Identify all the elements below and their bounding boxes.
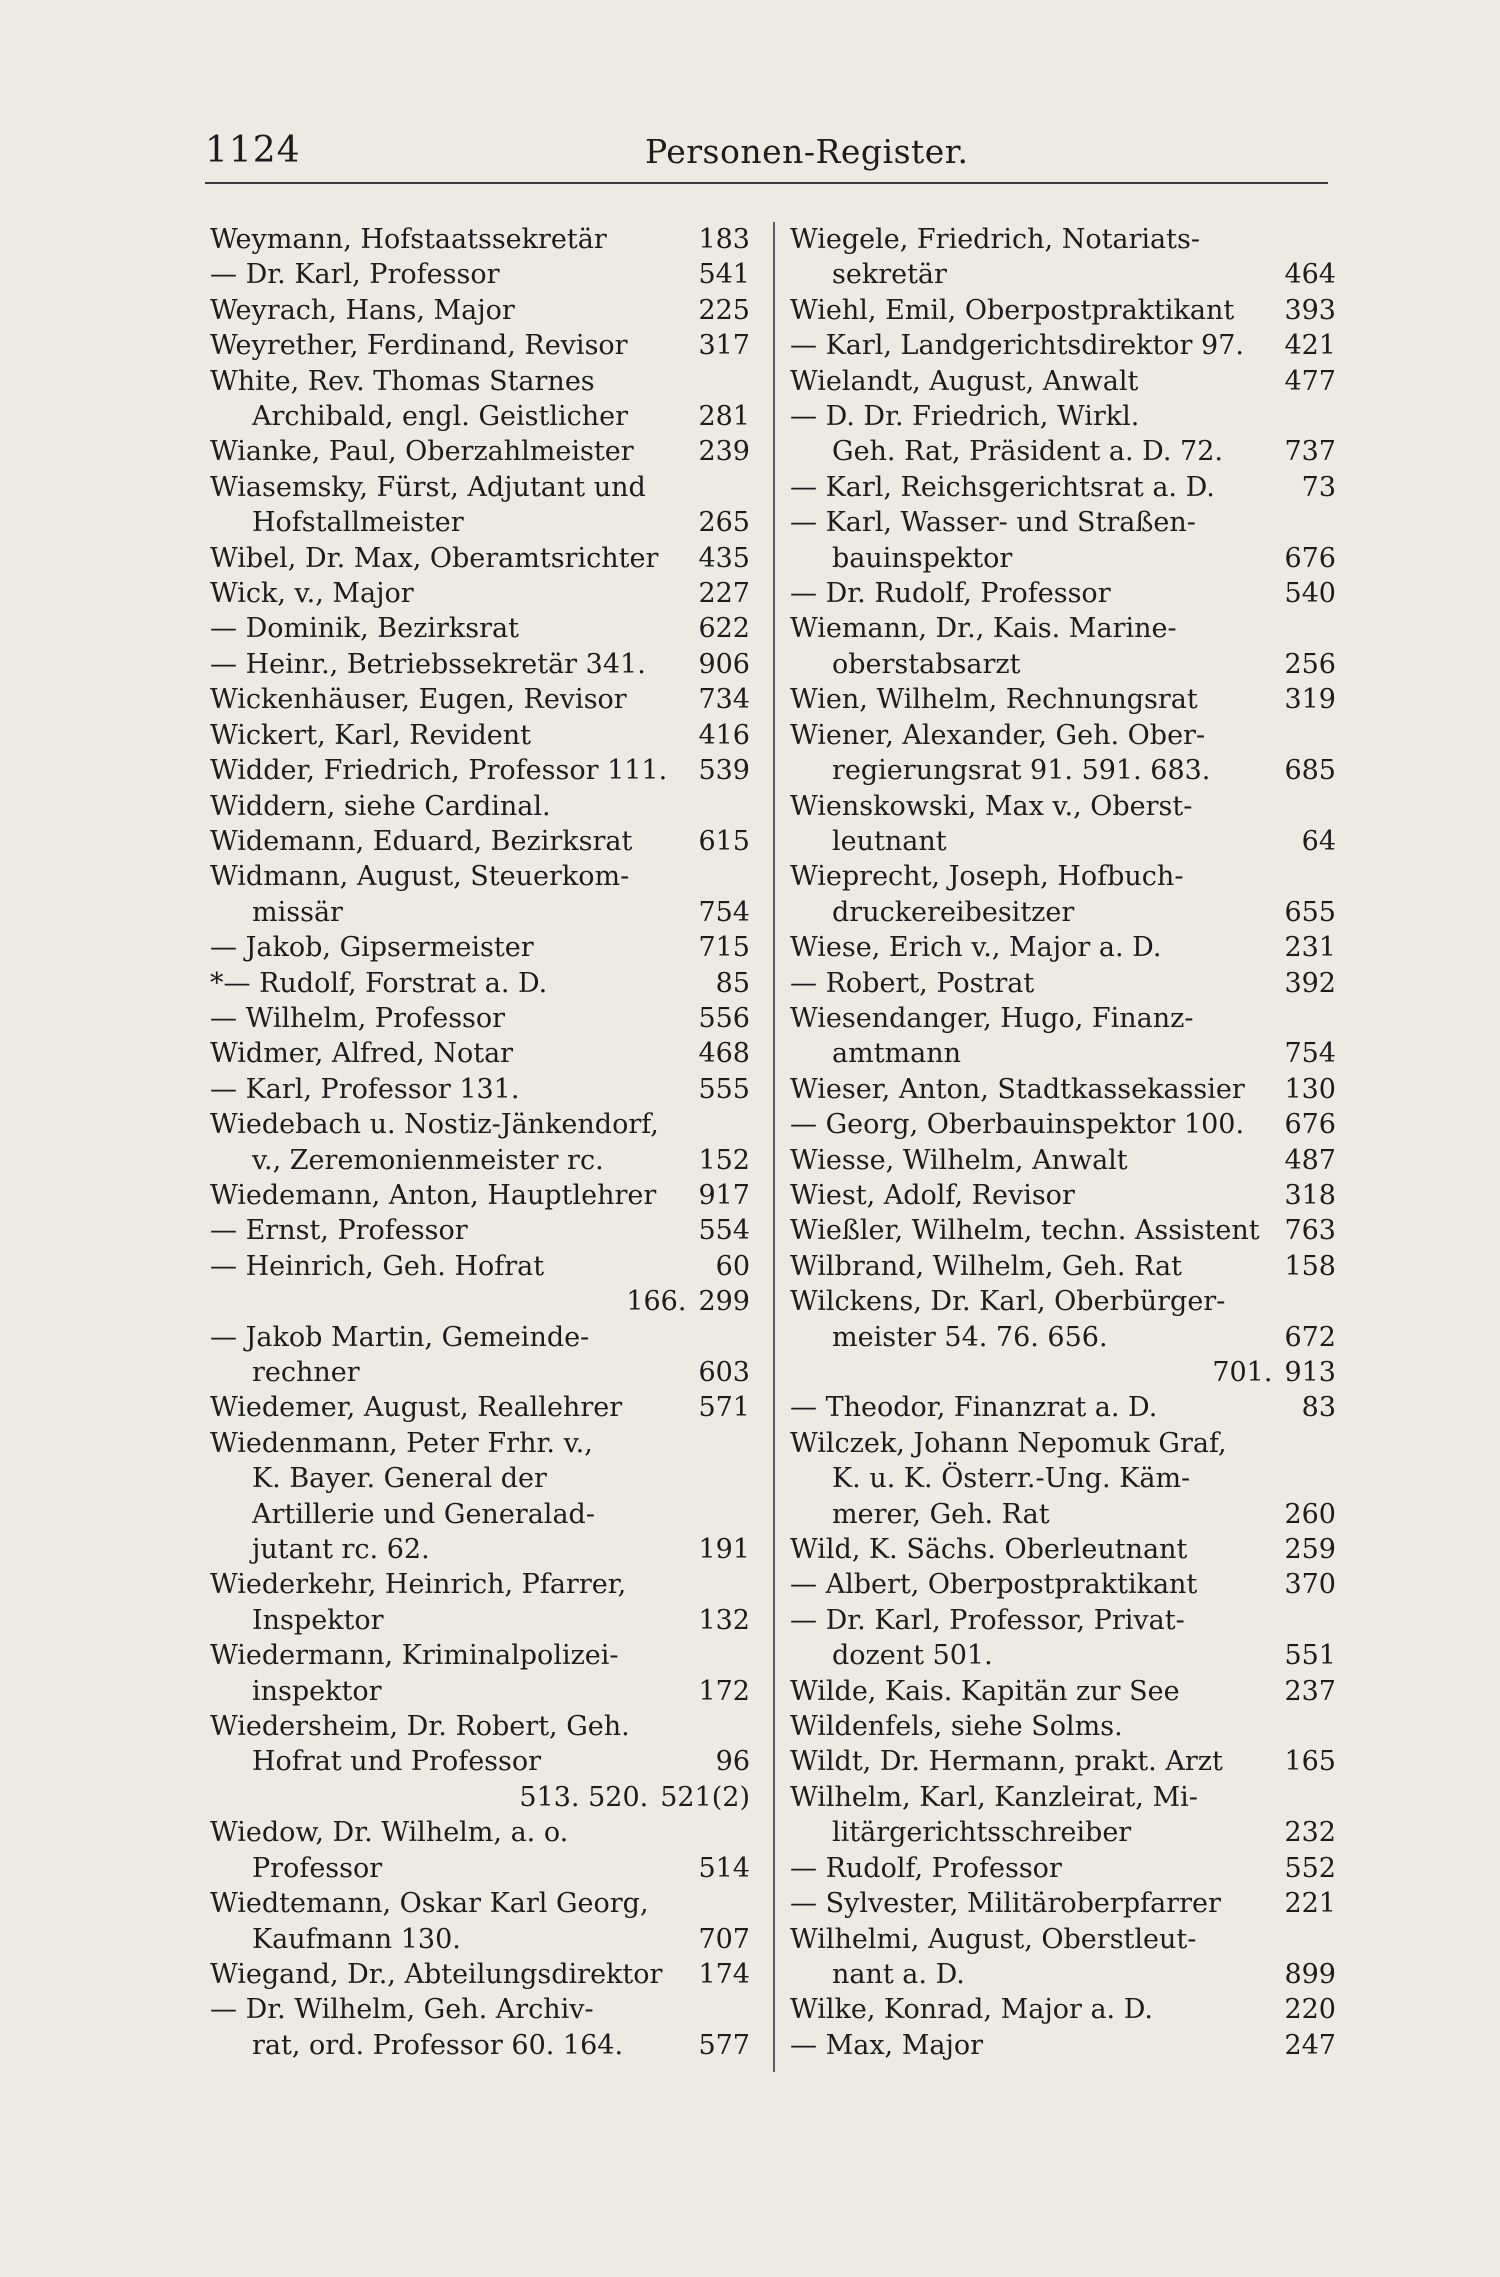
entry-text: Wild, K. Sächs. Oberleutnant: [790, 1534, 1188, 1566]
register-entry: [210, 2028, 750, 2063]
register-entry: [790, 1001, 1336, 1036]
register-entry: [210, 328, 750, 363]
entry-page-number: 622: [698, 613, 750, 645]
register-entry: [210, 541, 750, 576]
register-entry: [790, 1461, 1336, 1496]
entry-page-number: 319: [1284, 684, 1336, 716]
entry-text: Wilckens, Dr. Karl, Oberbürger-: [790, 1286, 1226, 1318]
entry-text: — D. Dr. Friedrich, Wirkl.: [790, 401, 1140, 433]
register-entry: [210, 1638, 750, 1673]
entry-page-number: 715: [698, 932, 750, 964]
entry-text: Wiedersheim, Dr. Robert, Geh.: [210, 1711, 630, 1743]
register-entry: [790, 1603, 1336, 1638]
entry-text: Hofstallmeister: [252, 507, 464, 539]
register-entry: [210, 1284, 750, 1319]
entry-text: v., Zeremonienmeister rc.: [252, 1144, 604, 1176]
entry-page-number: 540: [1284, 578, 1336, 610]
register-entry: [210, 1390, 750, 1425]
column-divider: [773, 222, 775, 2072]
entry-text: rat, ord. Professor 60. 164.: [252, 2029, 624, 2061]
entry-text: 513. 520.: [519, 1781, 649, 1813]
entry-page-number: 676: [1284, 1109, 1336, 1141]
register-entry: [210, 1036, 750, 1071]
entry-page-number: 468: [698, 1038, 750, 1070]
register-entry: [790, 434, 1336, 469]
entry-text: Wildt, Dr. Hermann, prakt. Arzt: [790, 1746, 1223, 1778]
entry-text: — Karl, Reichsgerichtsrat a. D.: [790, 471, 1215, 503]
entry-text: Professor: [252, 1852, 383, 1884]
entry-text: Wiest, Adolf, Revisor: [790, 1179, 1075, 1211]
register-entry: [790, 1107, 1336, 1142]
entry-page-number: 85: [715, 967, 750, 999]
register-entry: [790, 789, 1336, 824]
entry-page-number: 737: [1284, 436, 1336, 468]
entry-text: sekretär: [832, 259, 947, 291]
entry-text: Wilczek, Johann Nepomuk Graf,: [790, 1427, 1227, 1459]
entry-text: Wielandt, August, Anwalt: [790, 365, 1139, 397]
entry-page-number: 73: [1301, 471, 1336, 503]
entry-page-number: 615: [698, 825, 750, 857]
entry-text: K. Bayer. General der: [252, 1463, 547, 1495]
register-entry: [210, 1532, 750, 1567]
register-entry: [210, 718, 750, 753]
register-entry: [790, 257, 1336, 292]
register-entry: [210, 1107, 750, 1142]
register-entry: [790, 1744, 1336, 1779]
register-entry: [210, 1461, 750, 1496]
entry-text: — Dr. Wilhelm, Geh. Archiv-: [210, 1994, 594, 2026]
entry-page-number: 906: [698, 648, 750, 680]
register-entry: [210, 470, 750, 505]
entry-page-number: 174: [698, 1958, 750, 1990]
entry-page-number: 487: [1284, 1144, 1336, 1176]
entry-text: Widmann, August, Steuerkom-: [210, 861, 630, 893]
entry-page-number: 552: [1284, 1852, 1336, 1884]
register-entry: [790, 364, 1336, 399]
entry-text: Wiegele, Friedrich, Notariats-: [790, 224, 1200, 255]
register-entry: [790, 1036, 1336, 1071]
register-entry: [790, 1709, 1336, 1744]
entry-text: Wienskowski, Max v., Oberst-: [790, 790, 1193, 822]
register-entry: [210, 399, 750, 434]
entry-text: — Karl, Wasser- und Straßen-: [790, 507, 1196, 539]
entry-text: *— Rudolf, Forstrat a. D.: [210, 967, 548, 999]
register-entry: [790, 1390, 1336, 1425]
register-entry: [210, 1780, 750, 1815]
entry-page-number: 318: [1284, 1179, 1336, 1211]
entry-text: inspektor: [252, 1675, 382, 1707]
register-entry: [790, 399, 1336, 434]
entry-text: Weymann, Hofstaatssekretär: [210, 224, 607, 255]
entry-text: Widemann, Eduard, Bezirksrat: [210, 825, 633, 857]
register-entry: [210, 1957, 750, 1992]
entry-page-number: 551: [1284, 1640, 1336, 1672]
entry-text: Widder, Friedrich, Professor 111.: [210, 755, 668, 787]
entry-page-number: 913: [1284, 1357, 1336, 1388]
entry-text: amtmann: [832, 1038, 962, 1070]
entry-text: — Ernst, Professor: [210, 1215, 468, 1247]
register-entry: [210, 364, 750, 399]
entry-text: Wieprecht, Joseph, Hofbuch-: [790, 861, 1184, 893]
entry-page-number: 556: [698, 1002, 750, 1034]
entry-page-number: 259: [1284, 1534, 1336, 1566]
entry-page-number: 393: [1284, 294, 1336, 326]
register-entry: [790, 505, 1336, 540]
register-entry: [210, 1922, 750, 1957]
entry-page-number: 754: [1284, 1038, 1336, 1070]
left-column: [210, 222, 750, 2063]
entry-text: Wildenfels, siehe Solms.: [790, 1711, 1123, 1743]
entry-text: Wianke, Paul, Oberzahlmeister: [210, 436, 634, 468]
register-entry: [790, 1426, 1336, 1461]
entry-text: 701.: [1212, 1357, 1273, 1388]
register-entry: [210, 1851, 750, 1886]
register-entry: [210, 1886, 750, 1921]
register-entry: [790, 647, 1336, 682]
entry-page-number: 477: [1284, 365, 1336, 397]
entry-page-number: 464: [1284, 259, 1336, 291]
register-entry: [790, 541, 1336, 576]
entry-page-number: 256: [1284, 648, 1336, 680]
register-entry: [790, 611, 1336, 646]
entry-page-number: 555: [698, 1073, 750, 1105]
register-entry: [790, 966, 1336, 1001]
entry-text: Wiener, Alexander, Geh. Ober-: [790, 719, 1206, 751]
entry-page-number: 603: [698, 1357, 750, 1388]
entry-text: regierungsrat 91. 591. 683.: [832, 755, 1211, 787]
entry-text: Wiedemann, Anton, Hauptlehrer: [210, 1179, 657, 1211]
register-entry: [790, 1922, 1336, 1957]
entry-text: Wiederkehr, Heinrich, Pfarrer,: [210, 1569, 627, 1601]
entry-text: — Robert, Postrat: [790, 967, 1035, 999]
entry-page-number: 220: [1284, 1994, 1336, 2026]
register-entry: [790, 930, 1336, 965]
entry-page-number: 370: [1284, 1569, 1336, 1601]
register-entry: [790, 682, 1336, 717]
entry-text: Wiesse, Wilhelm, Anwalt: [790, 1144, 1128, 1176]
entry-page-number: 237: [1284, 1675, 1336, 1707]
entry-page-number: 571: [698, 1392, 750, 1424]
register-entry: [790, 222, 1336, 257]
register-entry: [210, 1001, 750, 1036]
entry-text: — Dr. Rudolf, Professor: [790, 578, 1111, 610]
entry-text: oberstabsarzt: [832, 648, 1021, 680]
entry-page-number: 521(2): [660, 1781, 750, 1813]
entry-page-number: 707: [698, 1923, 750, 1955]
register-entry: [210, 1320, 750, 1355]
entry-text: Wickert, Karl, Revident: [210, 719, 531, 751]
entry-page-number: 676: [1284, 542, 1336, 574]
register-entry: [790, 1992, 1336, 2027]
entry-page-number: 191: [698, 1534, 750, 1566]
entry-page-number: 165: [1284, 1746, 1336, 1778]
register-entry: [790, 328, 1336, 363]
entry-text: — Karl, Landgerichtsdirektor 97.: [790, 330, 1244, 362]
entry-page-number: 392: [1284, 967, 1336, 999]
entry-page-number: 317: [698, 330, 750, 362]
register-entry: [790, 1638, 1336, 1673]
register-entry: [210, 434, 750, 469]
register-entry: [790, 470, 1336, 505]
entry-page-number: 416: [698, 719, 750, 751]
register-entry: [790, 1674, 1336, 1709]
entry-page-number: 183: [698, 224, 750, 255]
entry-page-number: 227: [698, 578, 750, 610]
entry-text: nant a. D.: [832, 1958, 965, 1990]
entry-text: Wilbrand, Wilhelm, Geh. Rat: [790, 1250, 1182, 1282]
entry-text: — Dr. Karl, Professor: [210, 259, 500, 291]
register-entry: [790, 1567, 1336, 1602]
entry-page-number: 685: [1284, 755, 1336, 787]
register-entry: [210, 1178, 750, 1213]
entry-text: — Jakob, Gipsermeister: [210, 932, 534, 964]
entry-text: Wieser, Anton, Stadtkassekassier: [790, 1073, 1245, 1105]
entry-page-number: 554: [698, 1215, 750, 1247]
register-entry: [790, 1957, 1336, 1992]
entry-text: Archibald, engl. Geistlicher: [252, 401, 629, 433]
register-entry: [210, 222, 750, 257]
register-entry: [790, 1213, 1336, 1248]
entry-text: Wiesendanger, Hugo, Finanz-: [790, 1002, 1194, 1034]
register-entry: [790, 1780, 1336, 1815]
entry-text: leutnant: [832, 825, 947, 857]
register-entry: [210, 1497, 750, 1532]
register-entry: [790, 1320, 1336, 1355]
entry-text: Wien, Wilhelm, Rechnungsrat: [790, 684, 1198, 716]
entry-text: — Sylvester, Militäroberpfarrer: [790, 1888, 1221, 1920]
entry-text: Wiedermann, Kriminalpolizei-: [210, 1640, 619, 1672]
entry-text: missär: [252, 896, 343, 928]
entry-page-number: 672: [1284, 1321, 1336, 1353]
register-entry: [790, 1249, 1336, 1284]
entry-text: White, Rev. Thomas Starnes: [210, 365, 595, 397]
entry-page-number: 281: [698, 401, 750, 433]
register-entry: [790, 1886, 1336, 1921]
entry-text: Wiedemer, August, Reallehrer: [210, 1392, 623, 1424]
entry-text: — Dr. Karl, Professor, Privat-: [790, 1604, 1185, 1636]
entry-text: Wick, v., Major: [210, 578, 414, 610]
register-entry: [210, 1567, 750, 1602]
entry-text: bauinspektor: [832, 542, 1013, 574]
entry-text: 166.: [626, 1286, 687, 1318]
entry-text: — Heinrich, Geh. Hofrat: [210, 1250, 545, 1282]
register-entry: [210, 1992, 750, 2027]
entry-page-number: 541: [698, 259, 750, 291]
entry-text: — Wilhelm, Professor: [210, 1002, 506, 1034]
register-entry: [210, 1143, 750, 1178]
register-entry: [210, 682, 750, 717]
entry-text: — Max, Major: [790, 2029, 983, 2061]
entry-text: K. u. K. Österr.-Ung. Käm-: [832, 1463, 1191, 1495]
register-entry: [210, 824, 750, 859]
entry-page-number: 64: [1301, 825, 1336, 857]
register-entry: [210, 1815, 750, 1850]
register-entry: [790, 1143, 1336, 1178]
entry-text: Wibel, Dr. Max, Oberamtsrichter: [210, 542, 659, 574]
entry-page-number: 754: [698, 896, 750, 928]
register-entry: [790, 753, 1336, 788]
register-entry: [210, 576, 750, 611]
register-entry: [790, 1284, 1336, 1319]
entry-page-number: 265: [698, 507, 750, 539]
entry-text: Geh. Rat, Präsident a. D. 72.: [832, 436, 1223, 468]
entry-text: Wiehl, Emil, Oberpostpraktikant: [790, 294, 1235, 326]
page-header: [205, 130, 1328, 188]
entry-text: — Dominik, Bezirksrat: [210, 613, 519, 645]
entry-text: — Albert, Oberpostpraktikant: [790, 1569, 1198, 1601]
entry-page-number: 232: [1284, 1817, 1336, 1849]
entry-text: Wießler, Wilhelm, techn. Assistent: [790, 1215, 1260, 1247]
entry-text: — Heinr., Betriebssekretär 341.: [210, 648, 646, 680]
entry-text: — Rudolf, Professor: [790, 1852, 1062, 1884]
entry-text: Wilke, Konrad, Major a. D.: [790, 1994, 1153, 2026]
entry-text: — Theodor, Finanzrat a. D.: [790, 1392, 1158, 1424]
entry-page-number: 247: [1284, 2029, 1336, 2061]
entry-page-number: 225: [698, 294, 750, 326]
entry-page-number: 763: [1284, 1215, 1336, 1247]
entry-page-number: 917: [698, 1179, 750, 1211]
entry-page-number: 130: [1284, 1073, 1336, 1105]
register-entry: [210, 1249, 750, 1284]
register-entry: [210, 1674, 750, 1709]
entry-text: Weyrach, Hans, Major: [210, 294, 515, 326]
register-entry: [790, 1178, 1336, 1213]
entry-text: Wilhelm, Karl, Kanzleirat, Mi-: [790, 1781, 1198, 1813]
register-entry: [210, 753, 750, 788]
entry-page-number: 734: [698, 684, 750, 716]
register-entry: [210, 1213, 750, 1248]
entry-text: Weyrether, Ferdinand, Revisor: [210, 330, 628, 362]
header-rule: [205, 182, 1328, 184]
register-entry: [210, 1072, 750, 1107]
entry-text: Wiedtemann, Oskar Karl Georg,: [210, 1888, 649, 1920]
entry-text: Wiemann, Dr., Kais. Marine-: [790, 613, 1177, 645]
entry-text: druckereibesitzer: [832, 896, 1075, 928]
register-entry: [210, 293, 750, 328]
register-entry: [210, 966, 750, 1001]
page-title: Personen-Register.: [645, 132, 969, 171]
entry-text: — Karl, Professor 131.: [210, 1073, 520, 1105]
entry-page-number: 60: [715, 1250, 750, 1282]
register-entry: [210, 257, 750, 292]
register-entry: [210, 859, 750, 894]
entry-page-number: 299: [698, 1286, 750, 1318]
entry-page-number: 158: [1284, 1250, 1336, 1282]
register-entry: [790, 824, 1336, 859]
entry-text: dozent 501.: [832, 1640, 993, 1672]
entry-page-number: 899: [1284, 1958, 1336, 1990]
register-entry: [210, 1709, 750, 1744]
entry-text: Kaufmann 130.: [252, 1923, 461, 1955]
entry-page-number: 239: [698, 436, 750, 468]
register-entry: [210, 1426, 750, 1461]
entry-page-number: 539: [698, 755, 750, 787]
entry-text: Widmer, Alfred, Notar: [210, 1038, 514, 1070]
register-entry: [210, 789, 750, 824]
entry-text: Wiedenmann, Peter Frhr. v.,: [210, 1427, 593, 1459]
entry-text: merer, Geh. Rat: [832, 1498, 1050, 1530]
entry-text: Widdern, siehe Cardinal.: [210, 790, 551, 822]
register-entry: [790, 2028, 1336, 2063]
entry-text: Wickenhäuser, Eugen, Revisor: [210, 684, 627, 716]
entry-text: Wiegand, Dr., Abteilungsdirektor: [210, 1958, 663, 1990]
register-entry: [210, 505, 750, 540]
entry-text: rechner: [252, 1357, 360, 1388]
register-entry: [790, 1355, 1336, 1390]
register-entry: [210, 1603, 750, 1638]
entry-text: Wiedebach u. Nostiz-Jänkendorf,: [210, 1109, 659, 1141]
entry-text: — Jakob Martin, Gemeinde-: [210, 1321, 590, 1353]
entry-page-number: 96: [715, 1746, 750, 1778]
entry-text: Wiasemsky, Fürst, Adjutant und: [210, 471, 646, 503]
entry-page-number: 172: [698, 1675, 750, 1707]
register-entry: [210, 611, 750, 646]
entry-page-number: 435: [698, 542, 750, 574]
register-entry: [790, 576, 1336, 611]
register-entry: [210, 930, 750, 965]
right-column: [790, 222, 1336, 2063]
entry-text: Inspektor: [252, 1604, 384, 1636]
entry-text: Artillerie und Generalad-: [252, 1498, 595, 1530]
entry-text: litärgerichtsschreiber: [832, 1817, 1132, 1849]
register-entry: [790, 718, 1336, 753]
register-entry: [210, 1355, 750, 1390]
register-entry: [790, 1815, 1336, 1850]
entry-page-number: 260: [1284, 1498, 1336, 1530]
entry-page-number: 221: [1284, 1888, 1336, 1920]
register-entry: [790, 1851, 1336, 1886]
entry-page-number: 577: [698, 2029, 750, 2061]
entry-text: Wiedow, Dr. Wilhelm, a. o.: [210, 1817, 569, 1849]
entry-page-number: 231: [1284, 932, 1336, 964]
entry-page-number: 421: [1284, 330, 1336, 362]
page-number: 1124: [205, 130, 301, 171]
register-entry: [210, 1744, 750, 1779]
entry-page-number: 655: [1284, 896, 1336, 928]
entry-text: meister 54. 76. 656.: [832, 1321, 1108, 1353]
entry-page-number: 152: [698, 1144, 750, 1176]
register-entry: [790, 1532, 1336, 1567]
entry-text: Wilhelmi, August, Oberstleut-: [790, 1923, 1197, 1955]
register-entry: [790, 895, 1336, 930]
register-entry: [790, 293, 1336, 328]
register-entry: [790, 859, 1336, 894]
register-entry: [790, 1497, 1336, 1532]
entry-text: Hofrat und Professor: [252, 1746, 542, 1778]
entry-page-number: 514: [698, 1852, 750, 1884]
entry-text: jutant rc. 62.: [252, 1534, 430, 1566]
entry-page-number: 83: [1301, 1392, 1336, 1424]
entry-text: Wilde, Kais. Kapitän zur See: [790, 1675, 1180, 1707]
entry-page-number: 132: [698, 1604, 750, 1636]
entry-text: — Georg, Oberbauinspektor 100.: [790, 1109, 1245, 1141]
register-entry: [210, 895, 750, 930]
entry-text: Wiese, Erich v., Major a. D.: [790, 932, 1162, 964]
register-entry: [790, 1072, 1336, 1107]
register-entry: [210, 647, 750, 682]
